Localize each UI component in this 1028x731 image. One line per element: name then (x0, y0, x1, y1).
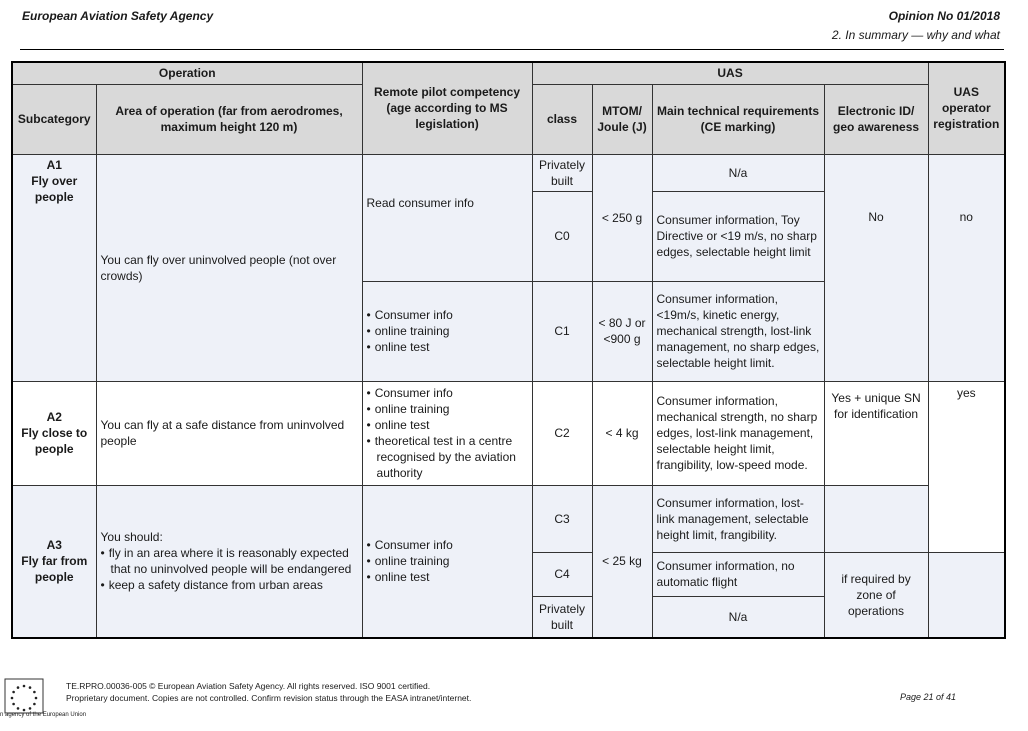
a2-subcategory (12, 381, 96, 485)
table-row (12, 154, 1005, 191)
document-title: Opinion No 01/2018 (888, 9, 1000, 23)
list-item: • keep a safety distance from urban areas (101, 577, 358, 593)
uas-categories-table (11, 61, 1006, 639)
a2-eid: Yes + unique SN for identification (824, 381, 928, 485)
header-rule (20, 49, 1004, 50)
a3-tech-c3: Consumer information, lost-link management, selectable height limit, frangibility. (652, 485, 824, 552)
a1-tech-c1: Consumer information, <19m/s, kinetic energy, mechanical strength, lost-link management, no sharp edges, selectable height limit. (652, 281, 824, 381)
class-header: class (532, 84, 592, 154)
a1-tech-privately-built: N/a (652, 154, 824, 191)
a3-tech-c4: Consumer information, no automatic flight (652, 552, 824, 596)
list-item: • theoretical test in a centre recognised by the aviation authority (367, 433, 528, 481)
eid-header: Electronic ID/ geo awareness (824, 84, 928, 154)
a2-mtom: < 4 kg (592, 381, 652, 485)
a1-name: Fly over people (31, 173, 78, 204)
a3-class-c4: C4 (532, 552, 592, 596)
a3-area (96, 485, 362, 638)
operation-header: Operation (12, 62, 362, 84)
a3-class-privately-built: Privately built (532, 596, 592, 638)
a3-registration-blank (928, 552, 1005, 638)
a1-code: A1 (46, 157, 62, 172)
table-row (12, 485, 1005, 552)
section-title: 2. In summary — why and what (831, 28, 1000, 42)
a3-pilot-list (362, 485, 532, 638)
a3-eid: if required by zone of operations (824, 552, 928, 638)
a3-tech-privately-built: N/a (652, 596, 824, 638)
subcategory-header: Subcategory (12, 84, 96, 154)
a1-tech-c0: Consumer information, Toy Directive or <19 m/s, no sharp edges, selectable height limit (652, 191, 824, 281)
a1-class-c1: C1 (532, 281, 592, 381)
list-item: • fly in an area where it is reasonably expected that no uninvolved people will be endangered (101, 545, 358, 577)
a1-pilot-read-info: Read consumer info (362, 154, 532, 281)
a3-code: A3 (46, 538, 62, 553)
a1-pilot-list (362, 281, 532, 381)
table-row (12, 381, 1005, 485)
a1-eid: No (824, 154, 928, 381)
header-row-1 (12, 62, 1005, 84)
list-item: • online test (367, 569, 528, 585)
page-number: Page 21 of 41 (900, 692, 957, 702)
footer-line-1: TE.RPRO.00036-005 © European Aviation Safety Agency. All rights reserved. ISO 9001 certified. (66, 681, 431, 691)
list-item: • Consumer info (367, 385, 528, 401)
a1-mtom-c0: < 250 g (592, 154, 652, 281)
footer-line-2: Proprietary document. Copies are not controlled. Confirm revision status through the EASA intranet/internet. (66, 693, 472, 703)
mtom-header: MTOM/ Joule (J) (592, 84, 652, 154)
tech-header: Main technical requirements (CE marking) (652, 84, 824, 154)
a2-pilot-list (362, 381, 532, 485)
a3-area-intro: You should: (100, 530, 163, 545)
a1-registration: no (928, 154, 1005, 381)
list-item: • online test (367, 339, 528, 355)
list-item: • online training (367, 323, 528, 339)
a3-class-c3: C3 (532, 485, 592, 552)
a2-class: C2 (532, 381, 592, 485)
list-item: • Consumer info (367, 307, 528, 323)
a2-code: A2 (46, 410, 62, 424)
a1-mtom-c1: < 80 J or <900 g (592, 281, 652, 381)
list-item: • online test (367, 417, 528, 433)
footer-text (66, 680, 471, 704)
a2-tech: Consumer information, mechanical strength, no sharp edges, lost-link management, selectable height limit, frangibility, low-speed mode. (652, 381, 824, 485)
a3-eid-blank (824, 485, 928, 552)
a3-name: Fly far from people (21, 554, 88, 585)
uas-header: UAS (532, 62, 928, 84)
a1-class-c0: C0 (532, 191, 592, 281)
logo-caption: n agency of the European Union (0, 712, 87, 718)
a2-a3-registration: yes (928, 381, 1005, 552)
eu-flag-logo (4, 678, 44, 714)
registration-header: UAS operator registration (928, 62, 1005, 154)
agency-name: European Aviation Safety Agency (22, 9, 214, 23)
a3-mtom: < 25 kg (592, 485, 652, 638)
a1-subcategory (12, 154, 96, 381)
list-item: • Consumer info (367, 537, 528, 553)
area-header: Area of operation (far from aerodromes, maximum height 120 m) (96, 84, 362, 154)
pilot-competency-header: Remote pilot competency (age according to MS legislation) (362, 62, 532, 154)
list-item: • online training (367, 553, 528, 569)
a1-class-privately-built: Privately built (532, 154, 592, 191)
a3-subcategory (12, 485, 96, 638)
a2-name: Fly close to people (21, 426, 88, 456)
list-item: • online training (367, 401, 528, 417)
a2-area: You can fly at a safe distance from uninvolved people (96, 381, 362, 485)
a1-area: You can fly over uninvolved people (not over crowds) (96, 154, 362, 381)
